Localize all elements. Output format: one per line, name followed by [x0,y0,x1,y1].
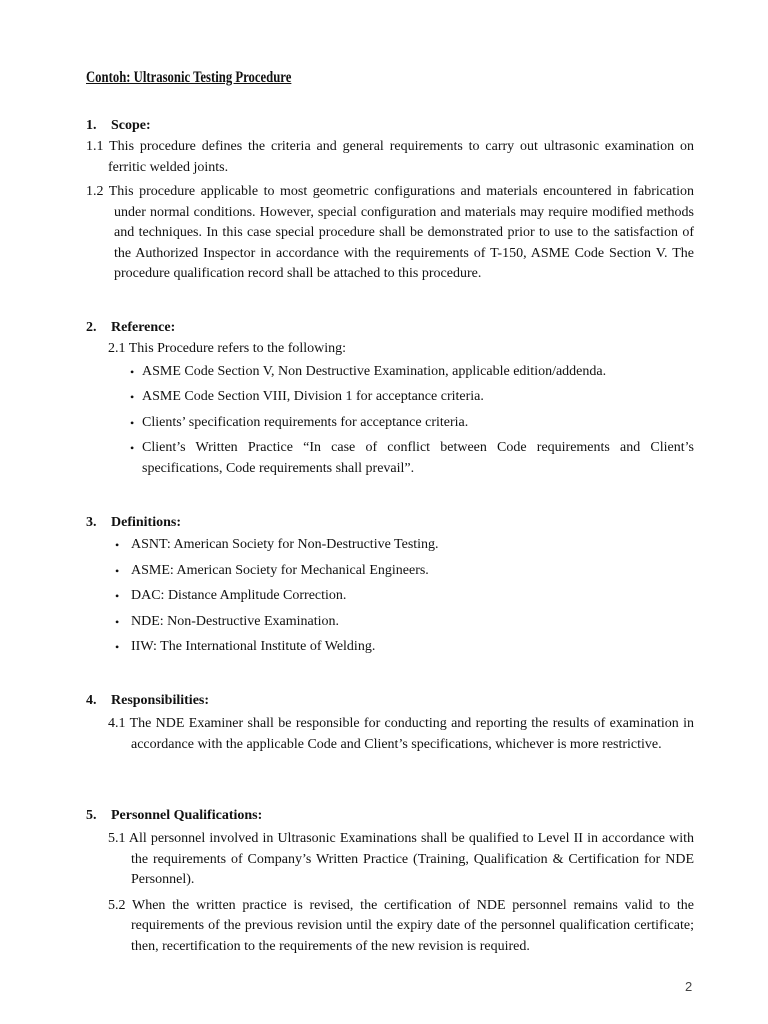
bullet-icon: • [115,589,120,603]
section-heading [86,513,694,533]
bullet-icon: • [130,441,135,455]
list-item [115,637,694,658]
section-heading [86,806,694,826]
section-title: Personnel Qualifications: [111,808,263,823]
personnel-item-5-1: 5.1 All personnel involved in Ultrasonic Examinations shall be qualified to Level II in accordance with the requirements of Company’s Written Practice (Training, Qualification & Certification for NDE Personnel). [108,831,694,887]
section-personnel-qualifications [86,806,694,957]
section-number: 4. [86,693,97,708]
section-number: 1. [86,118,97,133]
bullet-icon: • [130,415,135,430]
reference-list [86,362,694,480]
section-scope [86,116,694,285]
list-item-text: ASME: American Society for Mechanical Engineers. [131,562,429,578]
section-responsibilities [86,691,694,755]
scope-item-1-1: 1.1 This procedure defines the criteria and general requirements to carry out ultrasonic examination on ferritic welded joints. [86,139,694,175]
list-item [130,362,694,383]
section-title: Definitions: [111,515,181,530]
section-reference [86,318,694,479]
section-title: Reference: [111,320,176,335]
scope-item-1-2: 1.2 This procedure applicable to most geometric configurations and materials encountered in fabrication under normal conditions. However, special configuration and materials may require modified methods and techniques. In this case special procedure shall be demonstrated prior to use to the satisfaction of the Authorized Inspector in accordance with the requirements of T-150, ASME Code Section V. The procedure qualification record shall be attached to this procedure. [86,184,694,281]
section-number: 5. [86,808,97,823]
list-item [115,535,694,556]
list-item-text: IIW: The International Institute of Welding. [131,639,376,654]
bullet-icon: • [130,390,135,404]
section-heading [86,691,694,711]
section-heading [86,116,694,136]
list-item-text: Clients’ specification requirements for acceptance criteria. [142,414,469,430]
list-item [115,561,694,582]
list-item-text: DAC: Distance Amplitude Correction. [131,588,347,603]
definitions-list [86,535,694,658]
bullet-icon: • [115,538,120,552]
section-definitions [86,513,694,658]
list-item [130,387,694,408]
list-item-text: NDE: Non-Destructive Examination. [131,613,340,629]
bullet-icon: • [115,563,120,578]
document-title: Contoh: Ultrasonic Testing Procedure [86,69,292,86]
list-item-text: ASNT: American Society for Non-Destructive Testing. [131,537,439,552]
personnel-item-5-2: 5.2 When the written practice is revised, the certification of NDE personnel remains valid to the requirements of the previous revision until the expiry date of the personnel qualification certificate; then, recertification to the requirements of the new revision is required. [108,897,694,954]
page-number: 2 [685,979,693,994]
list-item [115,586,694,607]
list-item [130,413,694,434]
section-number: 2. [86,320,97,335]
list-item-text: Client’s Written Practice “In case of conflict between Code requirements and Client’s specifications, Code requirements shall prevail”. [142,440,694,476]
bullet-icon: • [130,364,135,379]
section-title: Responsibilities: [111,693,210,708]
reference-intro: 2.1 This Procedure refers to the following: [108,341,347,356]
section-title: Scope: [111,118,151,133]
bullet-icon: • [115,640,120,654]
section-number: 3. [86,515,97,530]
list-item [115,612,694,633]
list-item-text: ASME Code Section VIII, Division 1 for acceptance criteria. [142,389,484,404]
list-item [130,438,694,479]
section-heading [86,318,694,338]
bullet-icon: • [115,614,120,629]
responsibilities-item-4-1: 4.1 The NDE Examiner shall be responsible for conducting and reporting the results of examination in accordance with the applicable Code and Client’s specifications, whichever is more restrictive. [108,716,694,752]
list-item-text: ASME Code Section V, Non Destructive Examination, applicable edition/addenda. [142,363,607,379]
